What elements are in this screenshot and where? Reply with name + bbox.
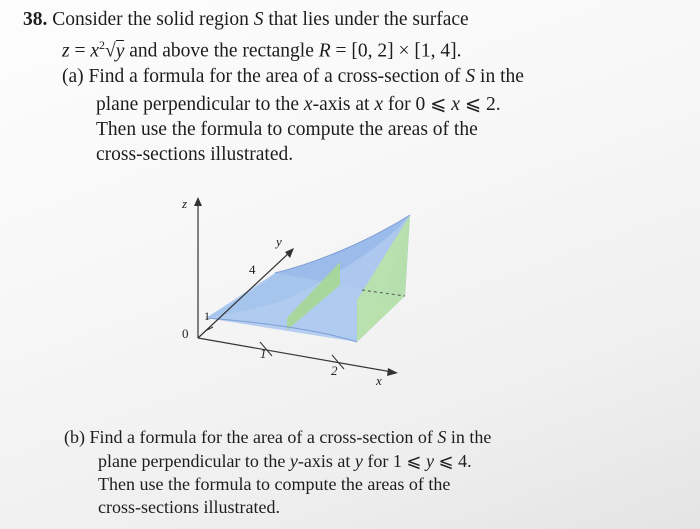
tick-x2-label: 2 xyxy=(331,363,338,378)
part-b-text: Then use the formula to compute the areas of the xyxy=(98,474,451,494)
z-arrowhead xyxy=(194,197,202,206)
var-x: x xyxy=(451,94,460,115)
part-b-text: Find a formula for the area of a cross-section of xyxy=(89,427,438,447)
part-a-label: (a) xyxy=(62,66,84,87)
rect-def: = [0, 2] × [1, 4]. xyxy=(330,40,462,62)
eq-and: and above the rectangle xyxy=(124,40,319,62)
tick-x1-label: 1 xyxy=(260,346,267,361)
part-b-text: for 1 ⩽ xyxy=(362,451,426,471)
part-b-label: (b) xyxy=(64,427,85,447)
part-b-line-3 xyxy=(98,472,450,496)
eq-x: x xyxy=(90,40,99,62)
part-a-text: cross-sections illustrated. xyxy=(96,144,294,165)
region-symbol: S xyxy=(465,66,476,87)
sqrt-sign: √ xyxy=(105,40,116,62)
eq-y: y xyxy=(115,40,125,62)
part-b-line-2 xyxy=(98,449,472,473)
rect-symbol: R xyxy=(318,40,331,62)
var-y: y xyxy=(289,451,298,471)
y-axis-label: y xyxy=(276,234,282,249)
problem-text-2: that lies under the surface xyxy=(263,9,469,30)
part-a-text: Find a formula for the area of a cross-section of xyxy=(88,66,466,87)
var-y: y xyxy=(354,451,363,471)
tick-y1-label: 1 xyxy=(204,309,210,323)
problem-number: 38. xyxy=(23,9,48,30)
eq-equals: = xyxy=(69,40,91,62)
part-a-text: Then use the formula to compute the areas of the xyxy=(96,119,478,140)
part-b-text: in the xyxy=(446,427,492,447)
part-a-text: -axis at xyxy=(312,94,375,115)
part-b-text: -axis at xyxy=(297,451,355,471)
z-axis-label: z xyxy=(182,196,188,211)
part-a-text: plane perpendicular to the xyxy=(96,94,304,115)
x-axis xyxy=(198,338,392,372)
var-y: y xyxy=(425,451,434,471)
tick-y4-label: 4 xyxy=(249,262,256,277)
var-x: x xyxy=(374,94,383,115)
origin-label: 0 xyxy=(182,326,189,341)
part-b-text: cross-sections illustrated. xyxy=(98,497,280,517)
part-a-text: for 0 ⩽ xyxy=(382,94,452,115)
y-arrowhead xyxy=(285,248,294,258)
problem-text: Consider the solid region xyxy=(52,9,254,30)
part-b-line-4 xyxy=(98,495,280,519)
part-a-text: in the xyxy=(475,66,524,87)
eq-lhs: z xyxy=(62,40,70,62)
x-arrowhead xyxy=(387,368,398,376)
part-b-line-1 xyxy=(64,425,491,449)
region-symbol: S xyxy=(437,427,447,447)
part-b-text: ⩽ 4. xyxy=(433,451,472,471)
x-axis-label: x xyxy=(376,373,382,388)
part-b-text: plane perpendicular to the xyxy=(98,451,290,471)
part-a-text: ⩽ 2. xyxy=(459,94,501,115)
region-symbol: S xyxy=(253,9,264,30)
var-x: x xyxy=(303,94,313,115)
eq-exponent: 2 xyxy=(99,38,105,52)
